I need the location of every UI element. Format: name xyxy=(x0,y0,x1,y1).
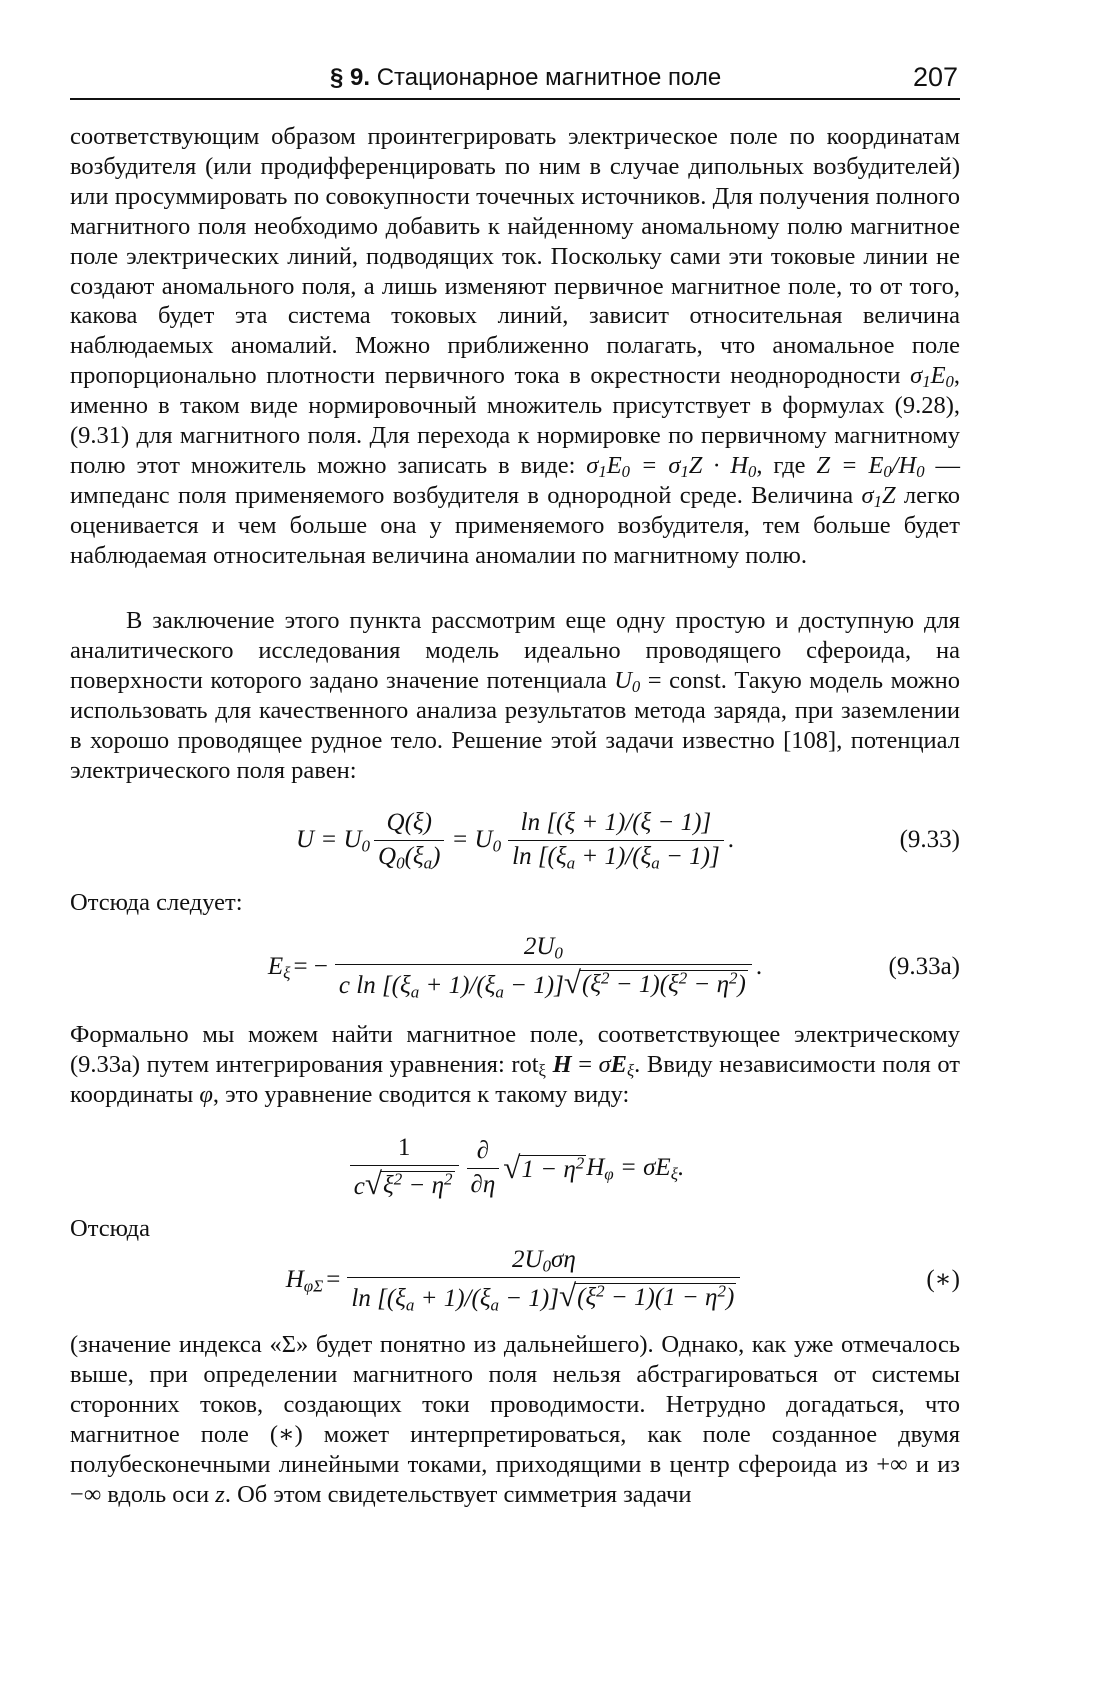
eq-sign: = − xyxy=(293,952,328,980)
eq-lhs: $E_\xi$ xyxy=(267,952,291,982)
text-run: Формально мы можем найти магнитное поле, соответствующее электрическому (9.33а) путем интегрирования уравнения: rot xyxy=(70,1021,960,1078)
paragraph-3: Формально мы можем найти магнитное поле, соответствующее электрическому (9.33а) путем интегрирования уравнения: rot$_\xi$ $H = \sigma E_\xi$. Ввиду независимости поля от координаты φ, это уравнение сводится к такому виду: xyxy=(70,1021,961,1108)
equation-9-33a xyxy=(70,925,960,1009)
line-hence: Отсюда xyxy=(70,1215,150,1242)
line-follows: Отсюда следует: xyxy=(70,889,243,916)
eq-fraction: $\frac{Q(\xi)}{Q_0(\xi_a)}$ xyxy=(374,809,444,872)
math-u0: $U_0$ xyxy=(614,666,641,696)
text-run: — импеданс поля применяемого возбудителя в однородной среде. Величина xyxy=(70,451,960,509)
equation-9-33 xyxy=(70,800,960,880)
eq-partial: $\frac{\partial}{\partial\eta}$ xyxy=(467,1137,500,1200)
eq-period: . xyxy=(727,825,734,853)
sqrt: √ $1 - \eta^2$ xyxy=(503,1149,585,1185)
eq-fraction: $2U_0$ c $\ln [(\xi_a + 1)/(\xi_a - 1)]$ √ $(\xi^2 - 1)(\xi^2 - \eta^2)$ xyxy=(335,933,752,1001)
text-run: . Об этом свидетельствует симметрия задачи xyxy=(224,1480,692,1508)
text-run: , это уравнение сводится к такому виду: xyxy=(212,1080,630,1108)
section-title-text: Стационарное магнитное поле xyxy=(376,64,722,91)
eq-fraction-log: $\frac{\ln [(\xi + 1)/(\xi - 1)]}{\ln [(\xi_a + 1)/(\xi_a - 1)]}$ xyxy=(508,809,724,872)
equation-differential xyxy=(70,1118,960,1218)
eq-period: . xyxy=(755,952,763,980)
eq-lhs: $U = U_0$ xyxy=(296,825,371,855)
equation-number: (9.33a) xyxy=(888,952,960,980)
eq-fraction: $2U_0\sigma\eta$ $\ln [(\xi_a + 1)/(\xi_a - 1)]$ √ $(\xi^2 - 1)(1 - \eta^2)$ xyxy=(347,1246,740,1314)
page-number: 207 xyxy=(912,62,958,92)
text-run: соответствующим образом проинтегрировать электрическое поле по координатам возбудителя (или продифференцировать по ним в случае дипольных возбудителей) или просуммировать по совокупности точечных источников. Для получения полного магнитного поля необходимо добавить к найденному аномальному полю магнитное поле электрических линий, подводящих ток. Поскольку сами эти токовые линии не создают аномального поля, а лишь изменяют первичное магнитное поле, то от того, какова будет эта система токовых линий, зависит относительная величина наблюдаемых аномалий. Можно приближенно полагать, что аномальное поле пропорционально плотности первичного тока в окрестности неоднородности xyxy=(70,123,960,390)
paragraph-1 xyxy=(70,122,960,571)
text-run: В заключение этого пункта рассмотрим еще одну простую и доступную для аналитического исследования модель идеально проводящего сфероида, на поверхности которого задано значение потенциала xyxy=(70,607,960,694)
math-rot-eq: $H = \sigma E_\xi$ xyxy=(552,1050,635,1081)
eq-rhs: $H_\varphi = \sigma E_\xi$. xyxy=(586,1153,685,1183)
text-run: легко оценивается и чем больше она у применяемого возбудителя, тем больше будет наблюдаемая относительная величина аномалии по магнитному полю. xyxy=(70,481,960,569)
math-z: z xyxy=(215,1480,225,1508)
text-run: , именно в таком виде нормировочный множитель присутствует в формулах (9.28), (9.31) для магнитного поля. Для перехода к нормировке по первичному магнитному полю этот множитель можно записать в виде: xyxy=(70,362,960,479)
math-impedance: $Z = E_0/H_0$ xyxy=(816,451,925,482)
text-run: , где xyxy=(756,451,817,479)
math-phi: φ xyxy=(199,1080,213,1108)
eq-sign: = xyxy=(326,1265,341,1293)
eq-mid: = $U_0$ xyxy=(451,825,502,855)
eq-fraction: 1 c √ $\xi^2 - \eta^2$ xyxy=(350,1134,459,1202)
paragraph-4 xyxy=(70,1330,960,1509)
text-run: (значение индекса «Σ» будет понятно из дальнейшего). Однако, как уже отмечалось выше, при определении магнитного поля нельзя абстрагироваться от системы сторонних токов, создающих токи проводимости. Нетрудно догадаться, что магнитное поле (∗) может интерпретироваться, как поле созданное двумя полубесконечными линейными токами, приходящими в центр сфероида из +∞ и из −∞ вдоль оси xyxy=(70,1331,960,1508)
math-sigma1-e0: $\sigma_1E_0$ xyxy=(910,362,954,392)
sqrt: √ $(\xi^2 - 1)(\xi^2 - \eta^2)$ xyxy=(563,965,746,1000)
text-run: . Ввиду независимости поля от координаты xyxy=(70,1050,961,1108)
equation-star xyxy=(70,1238,960,1322)
text-run: = const. Такую модель можно использовать для качественного анализа результатов метода заряда, при заземлении в хорошо проводящее рудное тело. Решение этой задачи известно [108], потенциал электрического поля равен: xyxy=(70,666,961,784)
eq-lhs: $H_{\varphi\Sigma}$ xyxy=(285,1265,324,1295)
paragraph-2 xyxy=(70,606,960,785)
sqrt: √ $(\xi^2 - 1)(1 - \eta^2)$ xyxy=(558,1278,735,1313)
equation-number: (9.33) xyxy=(899,825,960,853)
running-header xyxy=(70,62,960,100)
section-title xyxy=(330,64,721,92)
equation-number: (∗) xyxy=(926,1265,960,1293)
section-number: § 9. xyxy=(330,64,371,91)
math-sigma1-z: $\sigma_1Z$ xyxy=(861,481,896,512)
math-normalization: $\sigma_1E_0 = \sigma_1Z \cdot H_0$ xyxy=(586,451,757,482)
